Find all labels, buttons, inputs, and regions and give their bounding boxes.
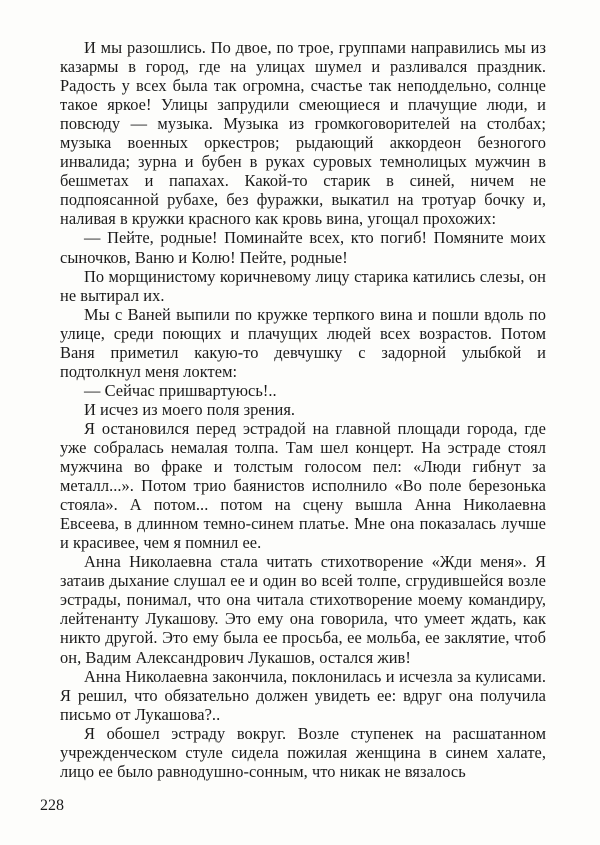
paragraph: И мы разошлись. По двое, по трое, группами направились мы из казармы в город, где на улицах шумел и разливался праздник. Радость у всех была так огромна, счастье так неподдельно, солнце такое яркое! Улицы запрудили смеющиеся и плачущие люди, и повсюду — музыка. Музыка из громкоговорителей на столбах; музыка военных оркестров; рыдающий аккордеон безногого инвалида; зурна и бубен в руках суровых темнолицых мужчин в бешметах и папахах. Какой-то старик в синей, ничем не подпоясанной рубахе, без фуражки, выкатил на тротуар бочку и, наливая в кружки красного как кровь вина, угощал прохожих: <box>60 38 546 229</box>
paragraph: — Сейчас пришвартуюсь!.. <box>84 380 277 400</box>
paragraph: Мы с Ваней выпили по кружке терпкого вина и пошли вдоль по улице, среди поющих и плачущих людей всех возрастов. Потом Ваня приметил какую-то девчушку с задорной улыбкой и подтолкнул меня локтем: <box>60 304 546 381</box>
paragraph: Я обошел эстраду вокруг. Возле ступенек на расшатанном учрежденческом стуле сидела пожилая женщина в синем халате, лицо ее было равнодушно-сонным, что никак не вязалось <box>60 723 546 781</box>
page-text <box>60 38 546 781</box>
paragraph: Анна Николаевна стала читать стихотворение «Жди меня». Я затаив дыхание слушал ее и один во всей толпе, сгрудившейся возле эстрады, понимал, что она читала стихотворение моему командиру, лейтенанту Лукашову. Это ему она говорила, что умеет ждать, как никто другой. Это ему была ее просьба, ее мольба, ее заклятие, чтоб он, Вадим Александрович Лукашов, остался жив! <box>60 552 546 667</box>
paragraph: — Пейте, родные! Поминайте всех, кто погиб! Помяните моих сыночков, Ваню и Колю! Пейте, родные! <box>60 228 546 267</box>
paragraph: Я остановился перед эстрадой на главной площади города, где уже собралась немалая толпа. Там шел концерт. На эстраде стоял мужчина во фраке и толстым голосом пел: «Люди гибнут за металл...». Потом трио баянистов исполнило «Во поле березонька стояла». А потом... потом на сцену вышла Анна Николаевна Евсеева, в длинном темно-синем платье. Мне она показалась лучше и красивее, чем я помнил ее. <box>60 418 546 553</box>
paragraph: И исчез из моего поля зрения. <box>84 399 296 419</box>
page-number: 228 <box>40 797 64 814</box>
paragraph: По морщинистому коричневому лицу старика катились слезы, он не вытирал их. <box>60 266 546 305</box>
paragraph: Анна Николаевна закончила, поклонилась и исчезла за кулисами. Я решил, что обязательно должен увидеть ее: вдруг она получила письмо от Лукашова?.. <box>60 666 546 724</box>
